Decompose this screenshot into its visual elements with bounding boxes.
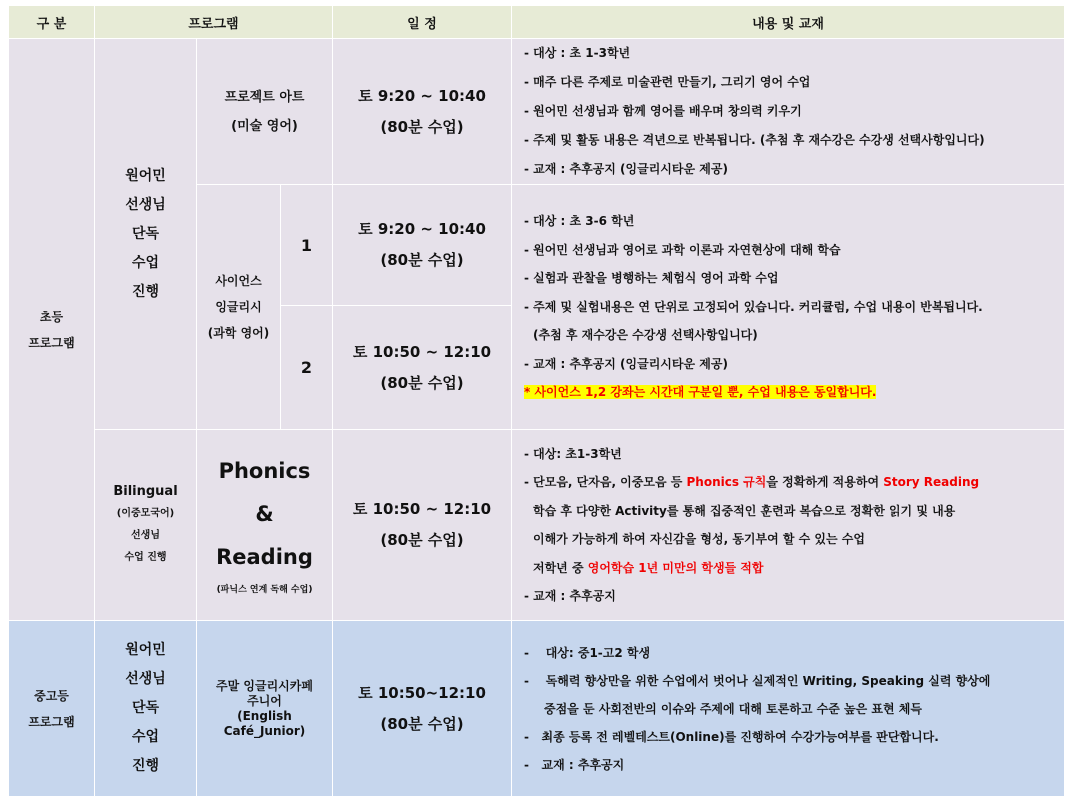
header-content: 내용 및 교재 bbox=[512, 6, 1065, 39]
program-phonics-reading bbox=[197, 430, 333, 621]
content-line: - 교재 : 추후공지 bbox=[524, 757, 625, 772]
content-line: - 대상: 중1-고2 학생 bbox=[524, 645, 651, 660]
content-line: 중점을 둔 사회전반의 이슈와 주제에 대해 토론하고 수준 높은 표현 체득 bbox=[544, 701, 922, 716]
row-secondary bbox=[9, 621, 1065, 797]
content-project-art bbox=[512, 39, 1065, 185]
header-schedule: 일 정 bbox=[333, 6, 512, 39]
program-subname: (English bbox=[237, 708, 292, 723]
schedule-time: 토 9:20 ~ 10:40 bbox=[358, 220, 486, 238]
program-schedule-table bbox=[8, 5, 1065, 797]
content-emphasis: Phonics 규칙 bbox=[686, 475, 767, 489]
schedule-duration: (80분 수업) bbox=[380, 251, 464, 269]
program-science-english bbox=[197, 185, 281, 430]
program-name: 주말 잉글리시카페 bbox=[216, 678, 313, 693]
native-teacher-line: 단독 bbox=[131, 225, 160, 242]
schedule-phonics-reading bbox=[333, 430, 512, 621]
schedule-duration: (80분 수업) bbox=[380, 714, 464, 733]
header-category: 구 분 bbox=[9, 6, 95, 39]
schedule-project-art bbox=[333, 39, 512, 185]
bilingual-teacher-title: Bilingual bbox=[113, 484, 178, 499]
header-program: 프로그램 bbox=[95, 6, 333, 39]
native-teacher-line: 원어민 bbox=[125, 642, 166, 658]
content-line: 학습 후 다양한 Activity를 통해 집중적인 훈련과 복습으로 정확한 읽기 및 내용 bbox=[533, 503, 956, 518]
native-teacher-line: 선생님 bbox=[125, 196, 166, 213]
schedule-time: 토 10:50~12:10 bbox=[358, 683, 486, 702]
row-phonics-reading bbox=[9, 430, 1065, 621]
content-emphasis: 영어학습 1년 미만의 학생들 적합 bbox=[587, 560, 764, 575]
content-line: - 대상: 초1-3학년 bbox=[524, 446, 622, 461]
content-line: - 대상 : 초 1-3학년 bbox=[524, 46, 631, 60]
schedule-time: 토 10:50 ~ 12:10 bbox=[352, 342, 492, 361]
bilingual-teacher-line: (이중모국어) bbox=[116, 508, 175, 519]
content-line: - 최종 등록 전 레벨테스트(Online)를 진행하여 수강가능여부를 판단합니다. bbox=[524, 729, 939, 744]
schedule-science-1 bbox=[333, 185, 512, 306]
program-subname: Café_Junior) bbox=[223, 723, 306, 738]
secondary-category-line2: 프로그램 bbox=[28, 714, 75, 729]
content-line: 이해가 가능하게 하여 자신감을 형성, 동기부여 할 수 있는 수업 bbox=[533, 532, 865, 546]
content-line: - 매주 다른 주제로 미술관련 만들기, 그리기 영어 수업 bbox=[524, 75, 811, 89]
content-line: - 교재 : 추후공지 (잉글리시타운 제공) bbox=[524, 356, 728, 371]
elementary-category-line1: 초등 bbox=[39, 309, 64, 324]
secondary-category-line1: 중고등 bbox=[34, 688, 69, 703]
elementary-native-teacher bbox=[95, 39, 197, 430]
native-teacher-line: 진행 bbox=[131, 758, 160, 774]
program-project-art bbox=[197, 39, 333, 185]
content-line: - 주제 및 실험내용은 연 단위로 고정되어 있습니다. 커리큘럼, 수업 내용이 반복됩니다. bbox=[524, 299, 983, 314]
content-line: - 독해력 향상만을 위한 수업에서 벗어나 실제적인 Writing, Speaking 실력 향상에 bbox=[524, 673, 991, 688]
program-subname: (과학 영어) bbox=[207, 326, 270, 340]
native-teacher-line: 수업 bbox=[131, 729, 160, 745]
native-teacher-line: 진행 bbox=[131, 283, 160, 300]
header-row bbox=[9, 6, 1065, 39]
content-emphasis: Story Reading bbox=[883, 475, 980, 489]
schedule-duration: (80분 수업) bbox=[380, 117, 464, 136]
bilingual-teacher-line: 수업 진행 bbox=[124, 552, 167, 563]
program-english-cafe-junior bbox=[197, 621, 333, 797]
content-text: - 단모음, 단자음, 이중모음 등 bbox=[524, 475, 687, 489]
program-name: 프로젝트 아트 bbox=[224, 89, 305, 105]
schedule-english-cafe-junior bbox=[333, 621, 512, 797]
content-line: - 주제 및 활동 내용은 격년으로 반복됩니다. (추첨 후 재수강은 수강생 선택사항입니다) bbox=[524, 133, 985, 147]
schedule-duration: (80분 수업) bbox=[380, 531, 464, 549]
content-line bbox=[524, 554, 1064, 583]
program-name: & bbox=[255, 501, 274, 526]
row-project-art bbox=[9, 39, 1065, 185]
content-science-english bbox=[512, 185, 1065, 430]
program-name: 주니어 bbox=[247, 693, 282, 708]
content-line: - 원어민 선생님과 함께 영어를 배우며 창의력 키우기 bbox=[524, 104, 802, 118]
content-line: - 교재 : 추후공지 bbox=[524, 589, 616, 603]
secondary-native-teacher bbox=[95, 621, 197, 797]
program-subname: (파닉스 연계 독해 수업) bbox=[216, 584, 313, 595]
science-session-number: 1 bbox=[281, 185, 333, 306]
content-text: 을 정확하게 적용하여 bbox=[766, 475, 884, 489]
program-name: Reading bbox=[216, 544, 313, 569]
science-notice-highlight: * 사이언스 1,2 강좌는 시간대 구분일 뿐, 수업 내용은 동일합니다. bbox=[524, 385, 877, 400]
content-line bbox=[524, 468, 1064, 497]
schedule-time: 토 10:50 ~ 12:10 bbox=[352, 500, 492, 518]
science-session-number: 2 bbox=[281, 306, 333, 430]
elementary-category-line2: 프로그램 bbox=[28, 335, 75, 350]
elementary-category bbox=[9, 39, 95, 621]
content-line: - 원어민 선생님과 영어로 과학 이론과 자연현상에 대해 학습 bbox=[524, 242, 841, 257]
content-line: (추첨 후 재수강은 수강생 선택사항입니다) bbox=[533, 328, 758, 343]
content-text: 저학년 중 bbox=[533, 560, 588, 575]
program-name: 잉글리시 bbox=[215, 300, 262, 314]
schedule-duration: (80분 수업) bbox=[380, 373, 464, 392]
program-name: Phonics bbox=[218, 458, 311, 483]
native-teacher-line: 선생님 bbox=[125, 671, 166, 687]
native-teacher-line: 단독 bbox=[131, 700, 160, 716]
native-teacher-line: 수업 bbox=[131, 254, 160, 271]
bilingual-teacher bbox=[95, 430, 197, 621]
secondary-category bbox=[9, 621, 95, 797]
bilingual-teacher-line: 선생님 bbox=[131, 530, 160, 541]
native-teacher-line: 원어민 bbox=[125, 167, 166, 184]
program-name: 사이언스 bbox=[215, 274, 262, 288]
schedule-time: 토 9:20 ~ 10:40 bbox=[358, 86, 486, 105]
content-line: - 실험과 관찰을 병행하는 체험식 영어 과학 수업 bbox=[524, 271, 779, 286]
schedule-science-2 bbox=[333, 306, 512, 430]
program-subname: (미술 영어) bbox=[231, 118, 298, 134]
content-english-cafe-junior bbox=[512, 621, 1065, 797]
content-line: - 교재 : 추후공지 (잉글리시타운 제공) bbox=[524, 162, 728, 176]
content-phonics-reading bbox=[512, 430, 1065, 621]
content-line: - 대상 : 초 3-6 학년 bbox=[524, 214, 635, 229]
